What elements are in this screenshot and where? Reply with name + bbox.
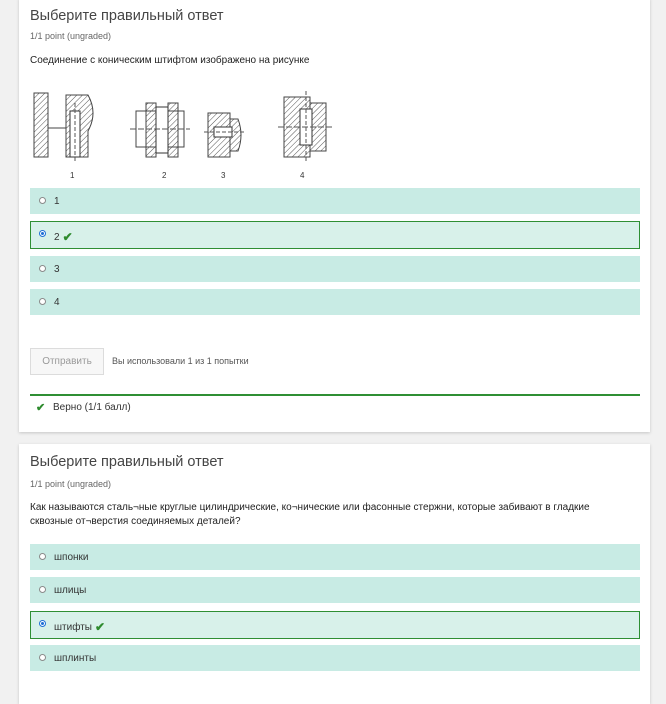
check-icon: ✔ (62, 230, 73, 244)
radio-button[interactable] (39, 298, 46, 305)
option-label: штифты (54, 622, 92, 633)
answer-option-4[interactable] (30, 645, 640, 671)
answer-option-3[interactable] (30, 256, 640, 282)
radio-button[interactable] (39, 553, 46, 560)
answer-option-1[interactable] (30, 188, 640, 214)
figure-label-2: 2 (162, 171, 167, 180)
figure-drawing-2 (130, 103, 190, 157)
answer-option-4[interactable] (30, 289, 640, 315)
feedback-text: Верно (1/1 балл) (53, 402, 131, 413)
radio-button-selected[interactable] (39, 620, 46, 627)
figure-drawing-3 (204, 113, 246, 157)
question-prompt: Соединение с коническим штифтом изображено на рисунке (30, 55, 310, 66)
radio-button-selected[interactable] (39, 230, 46, 237)
figure-label-3: 3 (221, 171, 226, 180)
question-points: 1/1 point (ungraded) (30, 479, 112, 489)
option-label: 4 (54, 297, 60, 308)
feedback-bar (30, 394, 640, 420)
submit-button[interactable]: Отправить (30, 348, 104, 375)
attempts-text: Вы использовали 1 из 1 попытки (112, 356, 249, 366)
answer-option-3[interactable] (30, 611, 640, 639)
check-icon: ✔ (94, 620, 106, 634)
answer-option-2[interactable] (30, 577, 640, 603)
radio-button[interactable] (39, 586, 46, 593)
question-card-1 (19, 0, 650, 432)
option-label: 1 (54, 196, 60, 207)
option-label: шпонки (54, 552, 89, 563)
question-points: 1/1 point (ungraded) (30, 31, 112, 41)
answer-option-1[interactable] (30, 544, 640, 570)
radio-button[interactable] (39, 265, 46, 272)
question-card-2 (19, 444, 650, 704)
answer-option-2[interactable] (30, 221, 640, 249)
option-label: 3 (54, 264, 60, 275)
question-title: Выберите правильный ответ (30, 8, 224, 24)
option-label: шлицы (54, 585, 87, 596)
radio-button[interactable] (39, 654, 46, 661)
option-label: шплинты (54, 653, 97, 664)
figure-label-1: 1 (70, 171, 75, 180)
pin-connections-figure (32, 83, 347, 187)
question-prompt: Как называются сталь¬ные круглые цилиндрические, ко¬нические или фасонные стержни, которые забивают в гладкие сквозные от¬верстия соединяемых деталей? (30, 502, 590, 527)
figure-drawing-4 (278, 91, 332, 163)
option-label: 2 (54, 232, 60, 243)
check-icon: ✔ (36, 402, 46, 414)
radio-button[interactable] (39, 197, 46, 204)
figure-drawing-1 (34, 93, 93, 163)
figure-label-4: 4 (300, 171, 305, 180)
question-title: Выберите правильный ответ (30, 454, 224, 470)
